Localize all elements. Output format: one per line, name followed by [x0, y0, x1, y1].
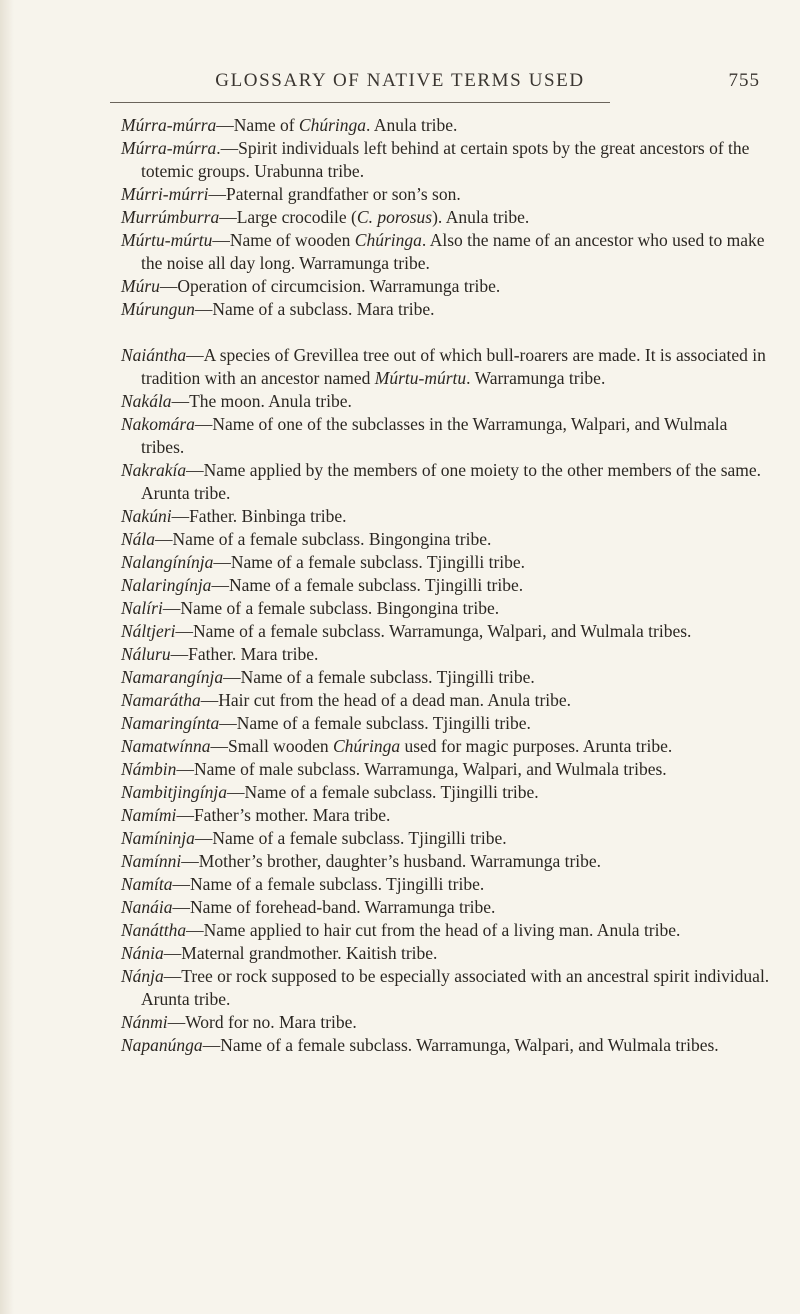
glossary-term: Nanáia [121, 897, 173, 917]
glossary-entry [121, 712, 771, 735]
glossary-term: Namíninja [121, 828, 195, 848]
glossary-entry [121, 1011, 771, 1034]
glossary-entry [121, 827, 771, 850]
glossary-definition: —Mother’s brother, daughter’s husband. Warramunga tribe. [181, 851, 602, 871]
glossary-entry [121, 229, 771, 275]
glossary-term: Napanúnga [121, 1035, 203, 1055]
glossary-entry [121, 850, 771, 873]
glossary-entry [121, 873, 771, 896]
glossary-term: Nánja [121, 966, 164, 986]
glossary-term: Nalíri [121, 598, 163, 618]
glossary-definition: —Name of a female subclass. Warramunga, Walpari, and Wulmala tribes. [202, 1035, 719, 1055]
glossary-definition: —Tree or rock supposed to be especially associated with an ancestral spirit individual. Arunta tribe. [141, 966, 770, 1009]
glossary-term: Nála [121, 529, 156, 549]
page-header-title: GLOSSARY OF NATIVE TERMS USED [215, 70, 585, 91]
glossary-entry [121, 942, 771, 965]
glossary-entry [121, 183, 771, 206]
glossary-definition: —Paternal grandfather or son’s son. [208, 184, 461, 204]
glossary-term: Namíta [121, 874, 173, 894]
glossary-entry [121, 735, 771, 758]
glossary-definition: —Name of a female subclass. Tjingilli tribe. [194, 828, 507, 848]
glossary-definition: —Large crocodile ( [219, 207, 357, 227]
glossary-entry [121, 597, 771, 620]
glossary-entry [121, 206, 771, 229]
glossary-definition: —A species of Grevillea tree out of which bull-roarers are made. It is associated in tradition with an ancestor named [141, 345, 766, 388]
glossary-entry [121, 528, 771, 551]
glossary-term: Náltjeri [121, 621, 176, 641]
glossary-definition: —Small wooden [210, 736, 333, 756]
glossary-entry [121, 459, 771, 505]
glossary-term: Naiántha [121, 345, 187, 365]
glossary-definition: ). Anula tribe. [432, 207, 530, 227]
glossary-entry [121, 781, 771, 804]
glossary-definition: —Name of male subclass. Warramunga, Walpari, and Wulmala tribes. [176, 759, 667, 779]
glossary-term: Nakomára [121, 414, 195, 434]
glossary-term: Nalaringínja [121, 575, 212, 595]
glossary-entry [121, 390, 771, 413]
glossary-definition: —Name of [216, 115, 299, 135]
glossary-term: Murrúmburra [121, 207, 220, 227]
glossary-definition: —Hair cut from the head of a dead man. Anula tribe. [200, 690, 572, 710]
glossary-definition: —Maternal grandmother. Kaitish tribe. [163, 943, 438, 963]
glossary-term: Múru [121, 276, 160, 296]
glossary-term: Nakúni [121, 506, 172, 526]
glossary-entry [121, 574, 771, 597]
glossary-entry [121, 275, 771, 298]
glossary-term: Nakála [121, 391, 172, 411]
running-head [110, 70, 760, 104]
glossary-definition-italic: Múrtu-múrtu [374, 368, 467, 388]
glossary-group [121, 114, 771, 321]
glossary-definition: .—Spirit individuals left behind at certain spots by the great ancestors of the totemic groups. Urabunna tribe. [141, 138, 750, 181]
glossary-definition: —Father. Binbinga tribe. [171, 506, 347, 526]
header-rule [110, 102, 610, 103]
glossary-term: Nalangínínja [121, 552, 214, 572]
glossary-entries [121, 114, 771, 1057]
glossary-definition: —Name of a female subclass. Tjingilli tribe. [211, 575, 524, 595]
glossary-entry [121, 505, 771, 528]
glossary-definition: —Name of a female subclass. Warramunga, Walpari, and Wulmala tribes. [175, 621, 692, 641]
glossary-term: Nánia [121, 943, 164, 963]
glossary-definition: —The moon. Anula tribe. [171, 391, 352, 411]
glossary-term: Namarátha [121, 690, 201, 710]
glossary-definition: —Name of a female subclass. Tjingilli tribe. [223, 667, 535, 687]
glossary-term: Múrungun [121, 299, 195, 319]
glossary-entry [121, 137, 771, 183]
glossary-term: Nambitjingínja [121, 782, 227, 802]
glossary-term: Namaringínta [121, 713, 220, 733]
glossary-entry [121, 804, 771, 827]
glossary-term: Námbin [121, 759, 177, 779]
glossary-term: Múrra-múrra [121, 138, 217, 158]
glossary-definition: —Name of wooden [212, 230, 355, 250]
glossary-entry [121, 965, 771, 1011]
glossary-group [121, 344, 771, 1057]
glossary-term: Múrtu-múrtu [121, 230, 213, 250]
glossary-term: Múrri-múrri [121, 184, 209, 204]
glossary-definition: . Warramunga tribe. [466, 368, 606, 388]
glossary-entry [121, 919, 771, 942]
glossary-definition: —Name of forehead-band. Warramunga tribe. [172, 897, 496, 917]
glossary-entry [121, 344, 771, 390]
glossary-term: Namínni [121, 851, 182, 871]
glossary-entry [121, 666, 771, 689]
glossary-term: Namími [121, 805, 177, 825]
glossary-term: Nakrakía [121, 460, 187, 480]
glossary-term: Nanáttha [121, 920, 187, 940]
glossary-definition: used for magic purposes. Arunta tribe. [400, 736, 673, 756]
glossary-term: Náluru [121, 644, 171, 664]
glossary-entry [121, 896, 771, 919]
glossary-entry [121, 758, 771, 781]
glossary-entry [121, 298, 771, 321]
glossary-entry [121, 114, 771, 137]
glossary-entry [121, 551, 771, 574]
glossary-term: Namarangínja [121, 667, 224, 687]
glossary-entry [121, 620, 771, 643]
glossary-definition: —Operation of circumcision. Warramunga tribe. [159, 276, 501, 296]
glossary-definition-italic: Chúringa [332, 736, 401, 756]
glossary-definition-italic: Chúringa [298, 115, 367, 135]
glossary-definition: —Name of a female subclass. Bingongina tribe. [162, 598, 500, 618]
glossary-definition: —Name of a female subclass. Tjingilli tribe. [213, 552, 526, 572]
glossary-entry [121, 643, 771, 666]
glossary-definition: —Name of a female subclass. Tjingilli tribe. [226, 782, 539, 802]
glossary-definition: —Father’s mother. Mara tribe. [176, 805, 391, 825]
glossary-definition-italic: Chúringa [354, 230, 422, 250]
glossary-definition: —Name of a female subclass. Tjingilli tribe. [172, 874, 485, 894]
page-gutter-shadow [0, 0, 14, 1314]
page-number: 755 [728, 70, 760, 91]
glossary-entry [121, 689, 771, 712]
glossary-definition: —Name of a subclass. Mara tribe. [194, 299, 435, 319]
glossary-definition: —Father. Mara tribe. [170, 644, 319, 664]
glossary-definition: . Anula tribe. [366, 115, 458, 135]
glossary-definition: —Name applied to hair cut from the head of a living man. Anula tribe. [186, 920, 681, 940]
glossary-term: Nánmi [121, 1012, 168, 1032]
glossary-definition: —Name of a female subclass. Tjingilli tribe. [219, 713, 531, 733]
glossary-definition: —Name of a female subclass. Bingongina tribe. [155, 529, 492, 549]
glossary-definition-italic: C. porosus [356, 207, 433, 227]
glossary-definition: —Name of one of the subclasses in the Warramunga, Walpari, and Wulmala tribes. [141, 414, 728, 457]
glossary-entry [121, 1034, 771, 1057]
glossary-term: Múrra-múrra [121, 115, 217, 135]
glossary-entry [121, 413, 771, 459]
glossary-definition: . Also the name of an ancestor who used to make the noise all day long. Warramunga tribe. [141, 230, 765, 273]
glossary-term: Namatwínna [121, 736, 211, 756]
glossary-definition: —Word for no. Mara tribe. [167, 1012, 357, 1032]
glossary-definition: —Name applied by the members of one moiety to the other members of the same. Arunta tribe. [141, 460, 762, 503]
